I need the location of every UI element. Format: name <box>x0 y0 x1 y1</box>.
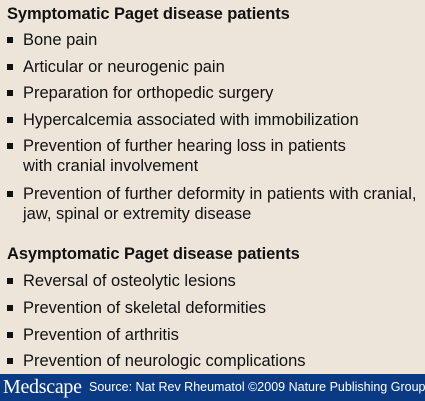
bullet-icon <box>7 64 13 70</box>
list-item-text: Prevention of arthritis <box>23 326 179 344</box>
bullet-icon <box>7 332 13 338</box>
medscape-logo: Medscape <box>3 376 82 398</box>
list-item <box>7 83 417 103</box>
footer-bar <box>0 374 425 401</box>
bullet-icon <box>7 278 13 284</box>
source-citation: Source: Nat Rev Rheumatol ©2009 Nature Publishing Group <box>89 380 425 394</box>
list-item-text: Preparation for orthopedic surgery <box>23 84 274 102</box>
list-item <box>7 184 417 224</box>
list-item-text: Prevention of skeletal deformities <box>23 299 267 317</box>
list-item <box>7 351 417 371</box>
list-item <box>7 298 417 318</box>
list-item-text: Prevention of neurologic complications <box>23 352 306 370</box>
list-item-text: Hypercalcemia associated with immobilization <box>23 111 359 129</box>
bullet-icon <box>7 90 13 96</box>
list-item-text: Bone pain <box>23 31 98 49</box>
content-area <box>7 0 419 374</box>
list-item <box>7 57 417 77</box>
list-item-text: Prevention of further deformity in patients with cranial, jaw, spinal or extremity disease <box>23 185 417 223</box>
list-item <box>7 110 417 130</box>
section-heading-symptomatic: Symptomatic Paget disease patients <box>7 5 290 23</box>
list-item <box>7 271 417 291</box>
list-item-text: Articular or neurogenic pain <box>23 58 225 76</box>
list-item-text: Reversal of osteolytic lesions <box>23 272 236 290</box>
list-item <box>7 30 417 50</box>
list-item <box>7 325 417 345</box>
list-item-text: Prevention of further hearing loss in patients with cranial involvement <box>23 137 346 175</box>
bullet-icon <box>7 358 13 364</box>
bullet-icon <box>7 117 13 123</box>
bullet-icon <box>7 37 13 43</box>
list-item <box>7 136 417 176</box>
bullet-icon <box>7 305 13 311</box>
bullet-icon <box>7 191 13 197</box>
section-heading-asymptomatic: Asymptomatic Paget disease patients <box>7 245 300 263</box>
bullet-icon <box>7 143 13 149</box>
